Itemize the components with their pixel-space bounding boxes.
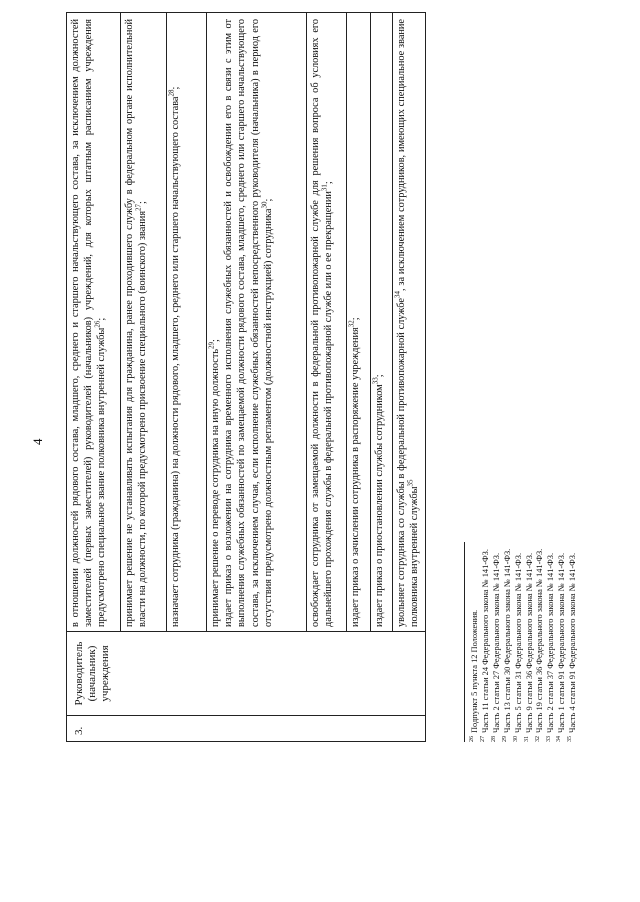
footnote: $^{32}$Часть 19 статьи 36 Федерального закона № 141-ФЗ.: [534, 548, 545, 742]
duty-item: издает приказ о зачислении сотрудника в распоряжение учреждения$^{32}$;: [347, 13, 371, 631]
duty-item: назначает сотрудника (гражданина) на должности рядового, младшего, среднего или старшего начальствующего состава$^{28}$;: [167, 13, 207, 631]
page-number: 4: [30, 438, 45, 445]
duty-item: увольняет сотрудника со службы в федеральной противопожарной службе$^{34}$, за исключением сотрудников, имеющих специальное звание полковника внутренней службы$^{35}$: [393, 18, 421, 627]
footnote: $^{33}$Часть 2 статьи 37 Федерального закона № 141-ФЗ.: [545, 552, 556, 742]
duty-item: издает приказ о приостановлении службы сотрудником$^{33}$;: [371, 13, 393, 631]
footnote: $^{28}$Часть 2 статьи 27 Федерального закона № 141-ФЗ.: [491, 552, 501, 742]
duty-item: освобождает сотрудника от замещаемой должности в федеральной противопожарной службе для решения вопроса об условиях его дальнейшего прохождения службы в федеральной противопожарной службе или о ее прекращении$^{31}$;: [307, 13, 347, 631]
row-number: 3.: [67, 715, 425, 741]
footnote: $^{31}$Часть 9 статьи 36 Федерального закона № 141-ФЗ.: [523, 552, 534, 742]
footnote-separator: [464, 542, 465, 742]
footnote: $^{34}$Часть 1 статьи 91 Федерального закона № 141-ФЗ.: [556, 552, 567, 742]
footnote: $^{27}$Часть 11 статьи 24 Федерального закона № 141-ФЗ.: [480, 549, 490, 742]
footnotes: [470, 142, 579, 742]
authority-table: [66, 12, 426, 742]
duty-item: принимает решение о переводе сотрудника на иную должность$^{29}$; издает приказ о возложении на сотрудника временного исполнения служебных обязанностей и освобождении его в связи с этим от выполнения служебных обязанностей по замещаемой должности рядового состава, младшего, среднего или старшего начальствующего состава, за исключением случая, если исполнение служебных обязанностей непосредственного руководителя (начальника) в период его отсутствия предусмотрено должностным регламентом (должностной инструкцией) сотрудника$^{30}$;: [207, 13, 307, 631]
footnote: $^{26}$Подпункт 5 пункта 12 Положения.: [469, 609, 479, 742]
duty-item: в отношении должностей рядового состава, младшего, среднего и старшего начальствующего состава, за исключением должностей заместителей (первых заместителей) руководителей (начальников) учреждений, для которых штатным расписанием учреждения предусмотрено специальное звание полковника внутренней службы$^{26}$;: [67, 13, 121, 631]
duties-cell: [67, 13, 425, 631]
footnote: $^{30}$Часть 5 статьи 31 Федерального закона № 141-ФЗ.: [512, 552, 523, 742]
footnote: $^{29}$Часть 13 статьи 30 Федерального закона № 141-ФЗ.: [501, 548, 512, 742]
duty-item: принимает решение не устанавливать испытания для гражданина, ранее проходившего службу в федеральном органе исполнительной власти на должности, по которой предусмотрено присвоение специального (воинского) звания$^{27}$;: [121, 13, 167, 631]
footnote: $^{35}$Часть 4 статьи 91 Федерального закона № 141-ФЗ.: [567, 552, 578, 742]
role-cell: Руководитель (начальник) учреждения: [67, 631, 425, 715]
